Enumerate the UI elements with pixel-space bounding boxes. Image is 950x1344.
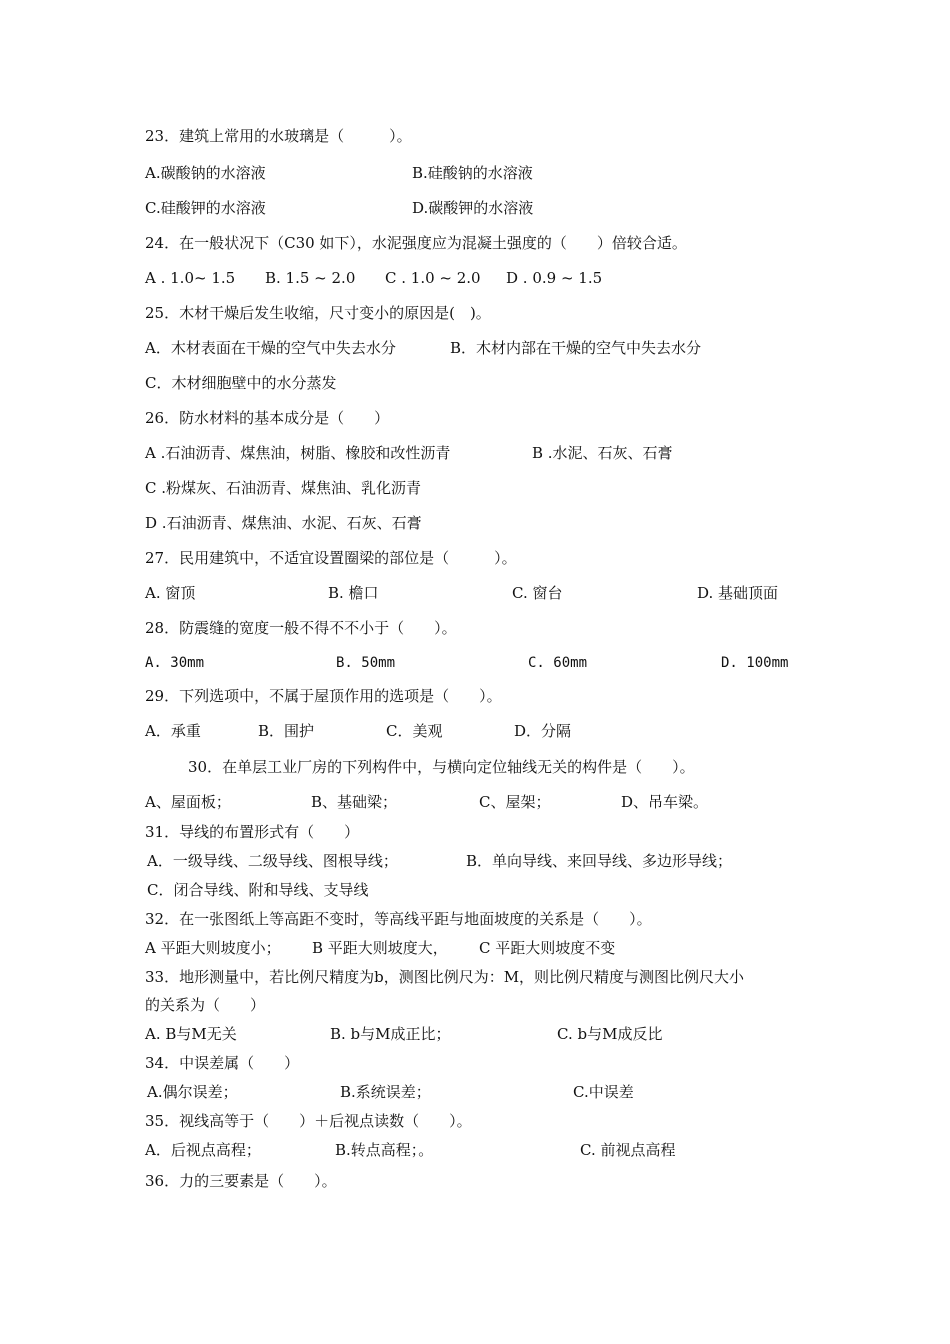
question-35-stem: 35．视线高等于（ ）＋后视点读数（ ）。 [145,1112,472,1130]
question-24-option-b: B. 1.5 ~ 2.0 [265,269,356,287]
question-28-stem: 28．防震缝的宽度一般不得不不小于（ ）。 [145,619,457,637]
question-34-option-c: C.中误差 [573,1083,634,1101]
question-27-stem: 27．民用建筑中，不适宜设置圈梁的部位是（ ）。 [145,549,517,567]
question-23-option-d: D.碳酸钾的水溶液 [412,199,534,217]
question-25-option-b: B．木材内部在干燥的空气中失去水分 [450,339,702,357]
question-26-option-d: D .石油沥青、煤焦油、水泥、石灰、石膏 [145,514,422,532]
question-32-option-b: B 平距大则坡度大， [312,939,448,957]
question-27-option-a: A. 窗顶 [145,584,196,602]
question-29-option-d: D．分隔 [514,722,572,740]
question-24-option-c: C . 1.0 ~ 2.0 [385,269,481,287]
question-29-option-c: C．美观 [386,722,443,740]
question-33-stem-continued: 的关系为（ ） [145,996,266,1014]
question-24-stem: 24．在一般状况下（C30 如下），水泥强度应为混凝土强度的（ ）倍较合适。 [145,234,687,252]
question-28-option-d: D. 100mm [721,655,789,671]
question-33-option-b: B. b与M成正比； [330,1025,451,1043]
question-30-option-d: D、吊车梁。 [621,793,709,811]
question-36-stem: 36．力的三要素是（ ）。 [145,1172,337,1190]
question-23-option-b: B.硅酸钠的水溶液 [412,164,533,182]
question-33-option-c: C. b与M成反比 [557,1025,663,1043]
question-35-option-c: C. 前视点高程 [580,1141,676,1159]
question-24-option-a: A . 1.0~ 1.5 [145,269,236,287]
question-30-option-c: C、屋架； [479,793,551,811]
question-27-option-d: D. 基础顶面 [697,584,779,602]
question-28-option-b: B. 50mm [336,655,396,671]
question-34-stem: 34．中误差属（ ） [145,1054,300,1072]
question-34-option-b: B.系统误差； [340,1083,431,1101]
question-25-option-a: A．木材表面在干燥的空气中失去水分 [145,339,396,357]
question-34-option-a: A.偶尔误差； [147,1083,238,1101]
question-26-option-b: B .水泥、石灰、石膏 [532,444,673,462]
question-25-stem: 25．木材干燥后发生收缩，尺寸变小的原因是( )。 [145,304,491,322]
question-31-option-a: A．一级导线、二级导线、图根导线； [147,852,398,870]
question-33-option-a: A. B与M无关 [145,1025,237,1043]
question-35-option-b: B.转点高程；。 [335,1141,434,1159]
question-23-option-c: C.硅酸钾的水溶液 [145,199,266,217]
question-30-option-b: B、基础梁； [311,793,398,811]
question-32-option-a: A 平距大则坡度小； [145,939,281,957]
question-29-option-b: B．围护 [258,722,315,740]
question-33-stem: 33．地形测量中，若比例尺精度为b，测图比例尺为：M，则比例尺精度与测图比例尺大小 [145,968,745,986]
question-31-stem: 31．导线的布置形式有（ ） [145,823,360,841]
question-29-stem: 29．下列选项中，不属于屋顶作用的选项是（ ）。 [145,687,502,705]
question-30-option-a: A、屋面板； [145,793,231,811]
question-31-option-c: C．闭合导线、附和导线、支导线 [147,881,369,899]
question-23-stem: 23．建筑上常用的水玻璃是（ ）。 [145,127,412,145]
question-29-option-a: A．承重 [145,722,201,740]
question-24-option-d: D . 0.9 ~ 1.5 [506,269,603,287]
question-35-option-a: A．后视点高程； [145,1141,261,1159]
question-25-option-c: C．木材细胞壁中的水分蒸发 [145,374,337,392]
question-31-option-b: B．单向导线、来回导线、多边形导线； [466,852,733,870]
question-27-option-c: C. 窗台 [512,584,563,602]
question-26-stem: 26．防水材料的基本成分是（ ） [145,409,390,427]
question-32-option-c: C 平距大则坡度不变 [479,939,616,957]
question-27-option-b: B. 檐口 [328,584,379,602]
question-32-stem: 32．在一张图纸上等高距不变时，等高线平距与地面坡度的关系是（ ）。 [145,910,652,928]
question-23-option-a: A.碳酸钠的水溶液 [145,164,266,182]
question-30-stem: 30．在单层工业厂房的下列构件中，与横向定位轴线无关的构件是（ ）。 [188,758,695,776]
question-28-option-c: C. 60mm [528,655,588,671]
question-26-option-a: A .石油沥青、煤焦油，树脂、橡胶和改性沥青 [145,444,451,462]
question-28-option-a: A. 30mm [145,655,205,671]
question-26-option-c: C .粉煤灰、石油沥青、煤焦油、乳化沥青 [145,479,422,497]
